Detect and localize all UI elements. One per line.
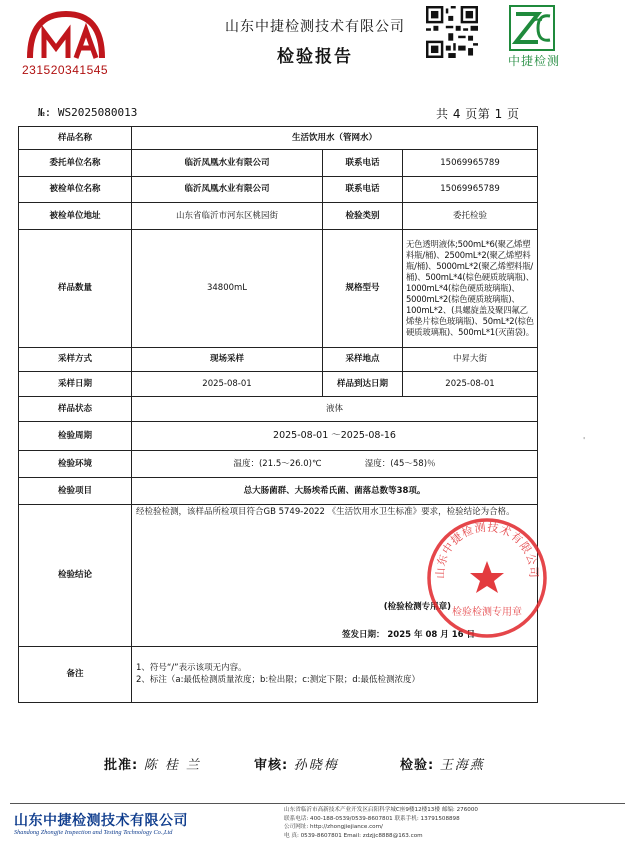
quantity-value: 34800mL	[132, 230, 323, 348]
report-number: №: WS2025080013	[38, 106, 138, 119]
seal-star-icon	[470, 561, 504, 593]
inspect-handwriting: 王海燕	[439, 758, 485, 773]
sampling-date-value: 2025-08-01	[132, 372, 323, 397]
table-row	[19, 127, 538, 150]
footer-divider	[10, 803, 625, 804]
conclusion-label: 检验结论	[19, 505, 132, 647]
footer-address: 山东省临沂市高新技术产业开发区启阳科学城C座9楼12楼13楼 邮编: 276000	[284, 807, 478, 813]
inspected-unit-label: 被检单位名称	[19, 177, 132, 203]
table-row	[19, 203, 538, 230]
inspection-environment-label: 检验环境	[19, 451, 132, 478]
qr-code-icon	[426, 6, 478, 58]
inspected-unit-value: 临沂凤凰水业有限公司	[132, 177, 323, 203]
sample-name-label: 样品名称	[19, 127, 132, 150]
footer-contact	[284, 806, 478, 841]
sampling-method-label: 采样方式	[19, 348, 132, 372]
conclusion-text: 经检验检测，该样品所检项目符合GB 5749-2022 《生活饮用水卫生标准》要求，检验结论为合格。	[136, 507, 515, 517]
cma-certificate-number: 231520341545	[22, 63, 109, 77]
inspection-environment-value: 温度：(21.5～26.0)℃ 湿度：(45～58)％	[132, 451, 538, 478]
quantity-label: 样品数量	[19, 230, 132, 348]
edge-mark: '	[583, 436, 586, 445]
sampling-date-label: 采样日期	[19, 372, 132, 397]
footer-fax-email: 电 真: 0539-8607801 Email: zdzjjc8888@163.com	[284, 832, 423, 839]
inspection-items-label: 检验项目	[19, 478, 132, 505]
table-row	[19, 422, 538, 451]
remarks-cell	[132, 647, 538, 703]
review-signature	[254, 754, 339, 773]
spec-label: 规格型号	[323, 230, 403, 348]
inspection-period-value: 2025-08-01 ～2025-08-16	[132, 422, 538, 451]
seal-company-text: 山东中捷检测技术有限公司	[433, 520, 541, 579]
sample-state-label: 样品状态	[19, 397, 132, 422]
inspect-label: 检验:	[400, 758, 435, 773]
zhongjie-logo-icon	[498, 4, 566, 56]
inspected-phone-value: 15069965789	[403, 177, 538, 203]
inspection-items-value: 总大肠菌群、大肠埃希氏菌、菌落总数等38项。	[132, 478, 538, 505]
table-row	[19, 348, 538, 372]
remark-2: 2、标注（a:最低检测质量浓度；b:检出限；c:测定下限；d:最低检测浓度）	[136, 674, 421, 685]
sample-state-value: 液体	[132, 397, 538, 422]
table-row	[19, 177, 538, 203]
arrival-date-label: 样品到达日期	[323, 372, 403, 397]
table-row	[19, 372, 538, 397]
sign-date: 签发日期： 2025 年 08 月 16 日	[341, 630, 476, 640]
sampling-method-value: 现场采样	[132, 348, 323, 372]
table-row	[19, 397, 538, 422]
table-row	[19, 150, 538, 177]
report-title: 检验报告	[277, 47, 353, 67]
category-value: 委托检验	[403, 203, 538, 230]
approve-handwriting: 陈 桂 兰	[143, 758, 201, 773]
remarks-label: 备注	[19, 647, 132, 703]
zhongjie-logo-text: 中捷检测	[507, 54, 560, 68]
footer-company-en: Shandong Zhongjie Inspection and Testing Technology Co.,Ltd	[14, 829, 173, 836]
client-value: 临沂凤凰水业有限公司	[132, 150, 323, 177]
sampling-location-value: 中昇大街	[403, 348, 538, 372]
sample-name-value: 生活饮用水（管网水）	[132, 127, 538, 150]
review-handwriting: 孙晓梅	[293, 758, 339, 773]
sampling-location-label: 采样地点	[323, 348, 403, 372]
inspection-period-label: 检验周期	[19, 422, 132, 451]
footer-website: 公司网址: http://zhongjiejiance.com/	[284, 824, 383, 831]
page-info: 共 4 页第 1 页	[436, 107, 520, 121]
client-phone-label: 联系电话	[323, 150, 403, 177]
table-row	[19, 230, 538, 348]
company-name: 山东中捷检测技术有限公司	[225, 19, 405, 35]
table-row	[19, 478, 538, 505]
address-label: 被检单位地址	[19, 203, 132, 230]
remark-1: 1、符号“/”表示该项无内容。	[136, 663, 247, 674]
table-row	[19, 647, 538, 703]
inspect-signature	[400, 754, 485, 773]
client-phone-value: 15069965789	[403, 150, 538, 177]
seal-subtitle: 检验检测专用章	[452, 607, 522, 618]
client-label: 委托单位名称	[19, 150, 132, 177]
address-value: 山东省临沂市河东区桃园街	[132, 203, 323, 230]
review-label: 审核:	[254, 758, 289, 773]
inspected-phone-label: 联系电话	[323, 177, 403, 203]
footer-phone: 联系电话: 400-188-0539/0539-8607801 联系手机: 13791508898	[284, 815, 460, 822]
approve-signature	[104, 754, 201, 773]
table-row	[19, 451, 538, 478]
arrival-date-value: 2025-08-01	[403, 372, 538, 397]
approve-label: 批准:	[104, 758, 139, 773]
footer-company: 山东中捷检测技术有限公司	[14, 813, 188, 829]
official-seal-stamp	[424, 515, 550, 641]
spec-value: 无色透明液体;500mL*6(聚乙烯塑料瓶/桶)、2500mL*2(聚乙烯塑料瓶/桶)、5000mL*2(聚乙烯塑料瓶/桶)、500mL*4(棕色硬质玻璃瓶)、1000mL*4(棕色硬质玻璃瓶)、5000mL*2(棕色硬质玻璃瓶)、100mL*2、(具螺旋盖及聚四氟乙烯垫片棕色玻璃瓶)、50mL*2(棕色硬质玻璃瓶)、500mL*1(灭菌袋)。	[403, 230, 538, 348]
seal-note: (检验检测专用章)	[383, 602, 452, 612]
category-label: 检验类别	[323, 203, 403, 230]
cma-logo	[22, 8, 110, 64]
